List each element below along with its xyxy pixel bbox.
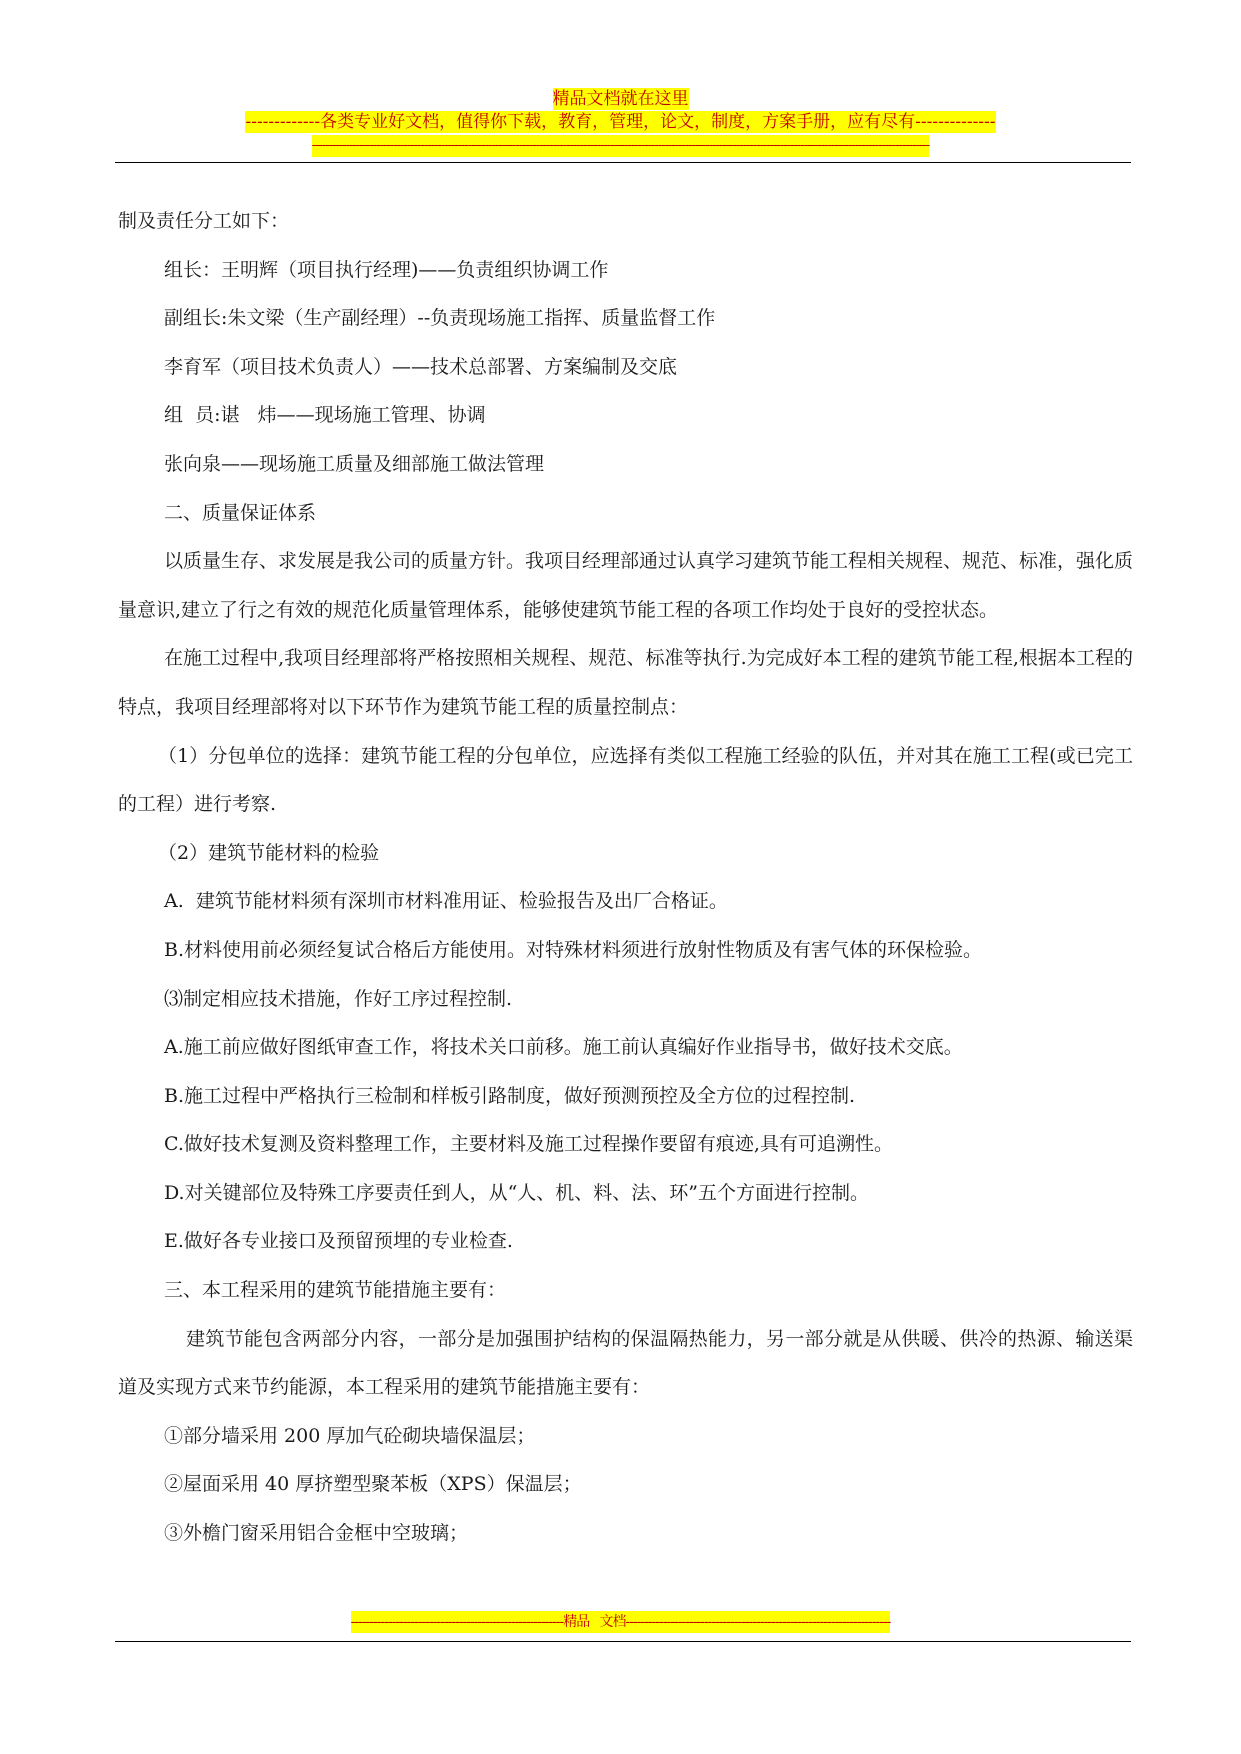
paragraph-member-1: 组 员:谌 炜——现场施工管理、协调	[164, 404, 486, 427]
paragraph-item-a-materials: A. 建筑节能材料须有深圳市材料准用证、检验报告及出厂合格证。	[164, 890, 728, 913]
header-dash-line: --------------------------------------------------------------------------------------------------------------------------------------------------------------------------------------	[312, 135, 929, 157]
header-divider	[115, 162, 1131, 163]
header-title: 精品文档就在这里	[552, 89, 689, 109]
paragraph-subcontractor-selection: （1）分包单位的选择：建筑节能工程的分包单位，应选择有类似工程施工经验的队伍，并对其在施工工程(或已完工的工程）进行考察.	[118, 744, 1133, 816]
footer-divider	[115, 1641, 1131, 1642]
paragraph-material-inspection: （2）建筑节能材料的检验	[158, 841, 380, 864]
paragraph-intro: 制及责任分工如下：	[118, 210, 290, 232]
document-body	[118, 197, 1133, 1558]
list-item-wall-insulation: ①部分墙采用 200 厚加气砼砌块墙保温层；	[164, 1424, 536, 1447]
paragraph-control-points: 在施工过程中,我项目经理部将严格按照相关规程、规范、标准等执行.为完成好本工程的建筑节能工程,根据本工程的特点，我项目经理部将对以下环节作为建筑节能工程的质量控制点：	[118, 647, 1133, 718]
paragraph-quality-policy: 以质量生存、求发展是我公司的质量方针。我项目经理部通过认真学习建筑节能工程相关规程、规范、标准，强化质量意识,建立了行之有效的规范化质量管理体系，能够使建筑节能工程的各项工作均处于良好的受控状态。	[118, 550, 1134, 621]
list-item-roof-insulation: ②屋面采用 40 厚挤塑型聚苯板（XPS）保温层；	[164, 1473, 582, 1496]
paragraph-item-d-responsibility: D.对关键部位及特殊工序要责任到人，从“人、机、料、法、环”五个方面进行控制。	[164, 1181, 870, 1204]
section-heading-quality-system: 二、质量保证体系	[164, 501, 317, 524]
paragraph-team-leader: 组长：王明辉（项目执行经理)——负责组织协调工作	[164, 258, 609, 281]
header-tagline: -------------各类专业好文档，值得你下载，教育，管理，论文，制度，方案手册，应有尽有--------------	[245, 112, 996, 132]
paragraph-member-2: 张向泉——现场施工质量及细部施工做法管理	[164, 452, 545, 475]
section-heading-energy-measures: 三、本工程采用的建筑节能措施主要有：	[164, 1279, 507, 1302]
paragraph-item-c-records: C.做好技术复测及资料整理工作，主要材料及施工过程操作要留有痕迹,具有可追溯性。	[164, 1133, 893, 1156]
paragraph-deputy-leader: 副组长:朱文梁（生产副经理）--负责现场施工指挥、质量监督工作	[164, 307, 716, 330]
paragraph-item-b-materials: B.材料使用前必须经复试合格后方能使用。对特殊材料须进行放射性物质及有害气体的环保检验。	[164, 938, 983, 961]
page-footer-banner	[0, 1611, 1241, 1633]
footer-text: ---------------------------------------------------------精品 文档-----------------------------------------------------------------------	[351, 1611, 891, 1633]
paragraph-item-a-review: A.施工前应做好图纸审查工作，将技术关口前移。施工前认真编好作业指导书，做好技术交底。	[164, 1036, 963, 1059]
list-item-windows: ③外檐门窗采用铝合金框中空玻璃；	[164, 1522, 469, 1545]
page-header-banner	[0, 88, 1241, 157]
paragraph-energy-saving: 建筑节能包含两部分内容，一部分是加强围护结构的保温隔热能力，另一部分就是从供暖、供冷的热源、输送渠道及实现方式来节约能源，本工程采用的建筑节能措施主要有：	[118, 1327, 1133, 1399]
paragraph-tech-lead: 李育军（项目技术负责人）——技术总部署、方案编制及交底	[164, 355, 678, 378]
paragraph-item-e-interfaces: E.做好各专业接口及预留预埋的专业检查.	[164, 1230, 513, 1253]
paragraph-item-b-inspection: B.施工过程中严格执行三检制和样板引路制度，做好预测预控及全方位的过程控制.	[164, 1084, 856, 1107]
paragraph-technical-measures: ⑶制定相应技术措施，作好工序过程控制.	[164, 987, 513, 1010]
